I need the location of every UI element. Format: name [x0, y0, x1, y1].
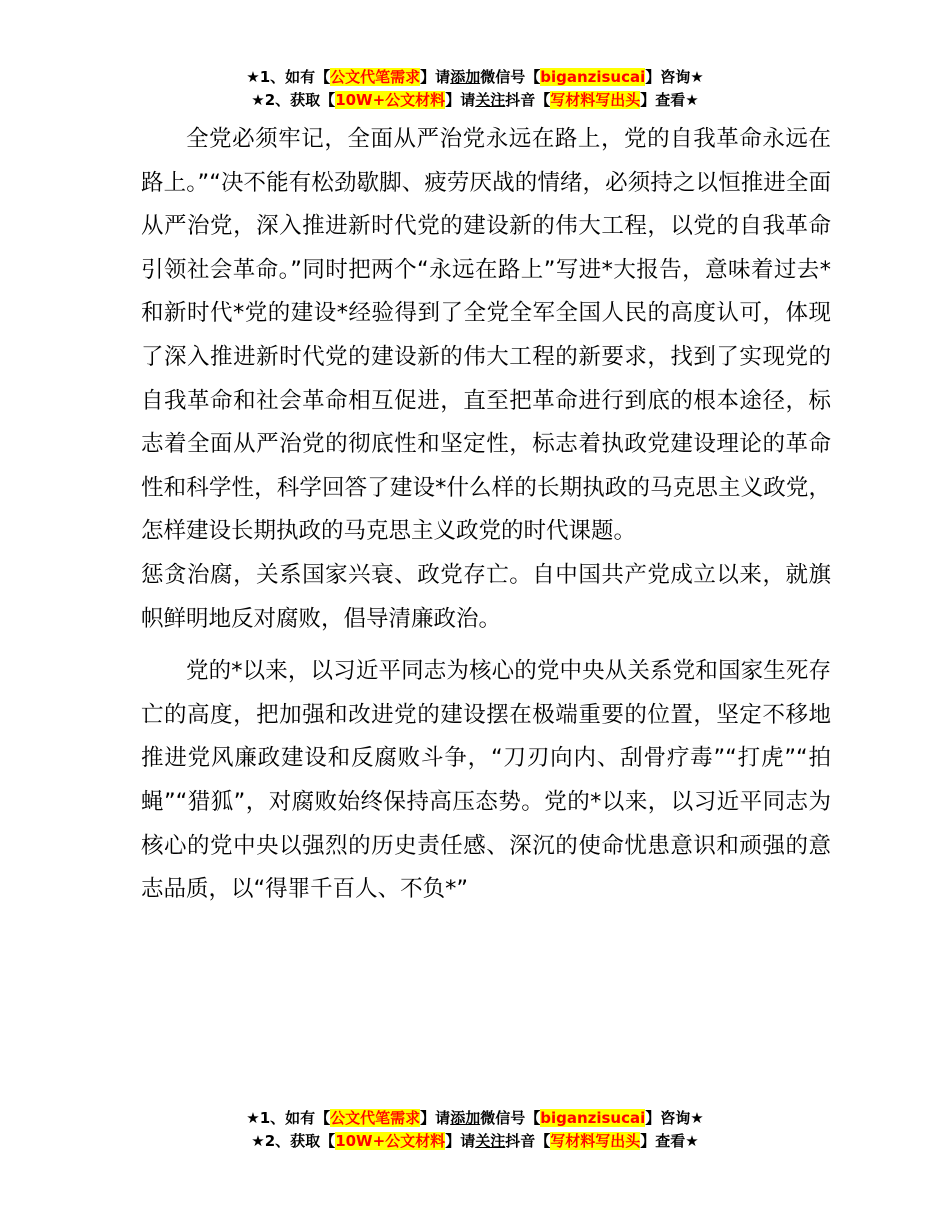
- footer-ghostwriting-highlight: 公文代笔需求: [330, 1109, 421, 1127]
- footer-banner: [0, 1107, 950, 1153]
- footer-line1-mid1: 】请: [420, 1109, 451, 1127]
- header-line1-mid1: 】请: [420, 68, 451, 86]
- footer-follow-underlined: 关注: [475, 1132, 506, 1150]
- footer-materials-highlight: 10W+公文材料: [335, 1132, 446, 1150]
- header-wechat-id-highlight: biganzisucai: [540, 68, 646, 86]
- header-line1-prefix: ★1、如有【: [246, 68, 331, 86]
- header-follow-underlined: 关注: [475, 91, 506, 109]
- header-line2-mid2: 抖音【: [505, 91, 551, 109]
- body-paragraph-1: 全党必须牢记，全面从严治党永远在路上，党的自我革命永远在路上。”“决不能有松劲歇脚、疲劳厌战的情绪，必须持之以恒推进全面从严治党，深入推进新时代党的建设新的伟大工程，以党的自我革命引领社会革命。”同时把两个“永远在路上”写进*大报告，意味着过去*和新时代*党的建设*经验得到了全党全军全国人民的高度认可，体现了深入推进新时代党的建设新的伟大工程的新要求，找到了实现党的自我革命和社会革命相互促进，直至把革命进行到底的根本途径，标志着全面从严治党的彻底性和坚定性，标志着执政党建设理论的革命性和科学性，科学回答了建设*什么样的长期执政的马克思主义政党，怎样建设长期执政的马克思主义政党的时代课题。: [141, 126, 831, 545]
- document-body: [141, 118, 831, 912]
- footer-line1-prefix: ★1、如有【: [246, 1109, 331, 1127]
- footer-douyin-highlight: 写材料写出头: [550, 1132, 641, 1150]
- header-banner: [0, 66, 950, 112]
- footer-wechat-id-highlight: biganzisucai: [540, 1109, 646, 1127]
- footer-add-underlined: 添加: [450, 1109, 481, 1127]
- footer-line1-suffix: 】咨询★: [645, 1109, 704, 1127]
- body-paragraph-1-continued: 惩贪治腐，关系国家兴衰、政党存亡。自中国共产党成立以来，就旗帜鲜明地反对腐败，倡导清廉政治。: [141, 561, 831, 632]
- header-line2-mid1: 】请: [445, 91, 476, 109]
- header-ghostwriting-highlight: 公文代笔需求: [330, 68, 421, 86]
- footer-banner-line-2: [0, 1130, 950, 1153]
- footer-line2-suffix: 】查看★: [640, 1132, 699, 1150]
- header-line1-suffix: 】咨询★: [645, 68, 704, 86]
- footer-line2-mid1: 】请: [445, 1132, 476, 1150]
- header-line1-mid2: 微信号【: [480, 68, 541, 86]
- body-paragraph-2: 党的*以来，以习近平同志为核心的党中央从关系党和国家生死存亡的高度，把加强和改进党的建设摆在极端重要的位置，坚定不移地推进党风廉政建设和反腐败斗争，“刀刃向内、刮骨疗毒”“打虎”“拍蝇”“猎狐”，对腐败始终保持高压态势。党的*以来，以习近平同志为核心的党中央以强烈的历史责任感、深沉的使命忧患意识和顽强的意志品质，以“得罪千百人、不负*”: [141, 658, 831, 903]
- header-add-underlined: 添加: [450, 68, 481, 86]
- header-banner-line-2: [0, 89, 950, 112]
- header-materials-highlight: 10W+公文材料: [335, 91, 446, 109]
- footer-line2-mid2: 抖音【: [505, 1132, 551, 1150]
- footer-line1-mid2: 微信号【: [480, 1109, 541, 1127]
- footer-banner-line-1: [0, 1107, 950, 1130]
- footer-line2-prefix: ★2、获取【: [251, 1132, 336, 1150]
- header-line2-prefix: ★2、获取【: [251, 91, 336, 109]
- header-line2-suffix: 】查看★: [640, 91, 699, 109]
- header-banner-line-1: [0, 66, 950, 89]
- header-douyin-highlight: 写材料写出头: [550, 91, 641, 109]
